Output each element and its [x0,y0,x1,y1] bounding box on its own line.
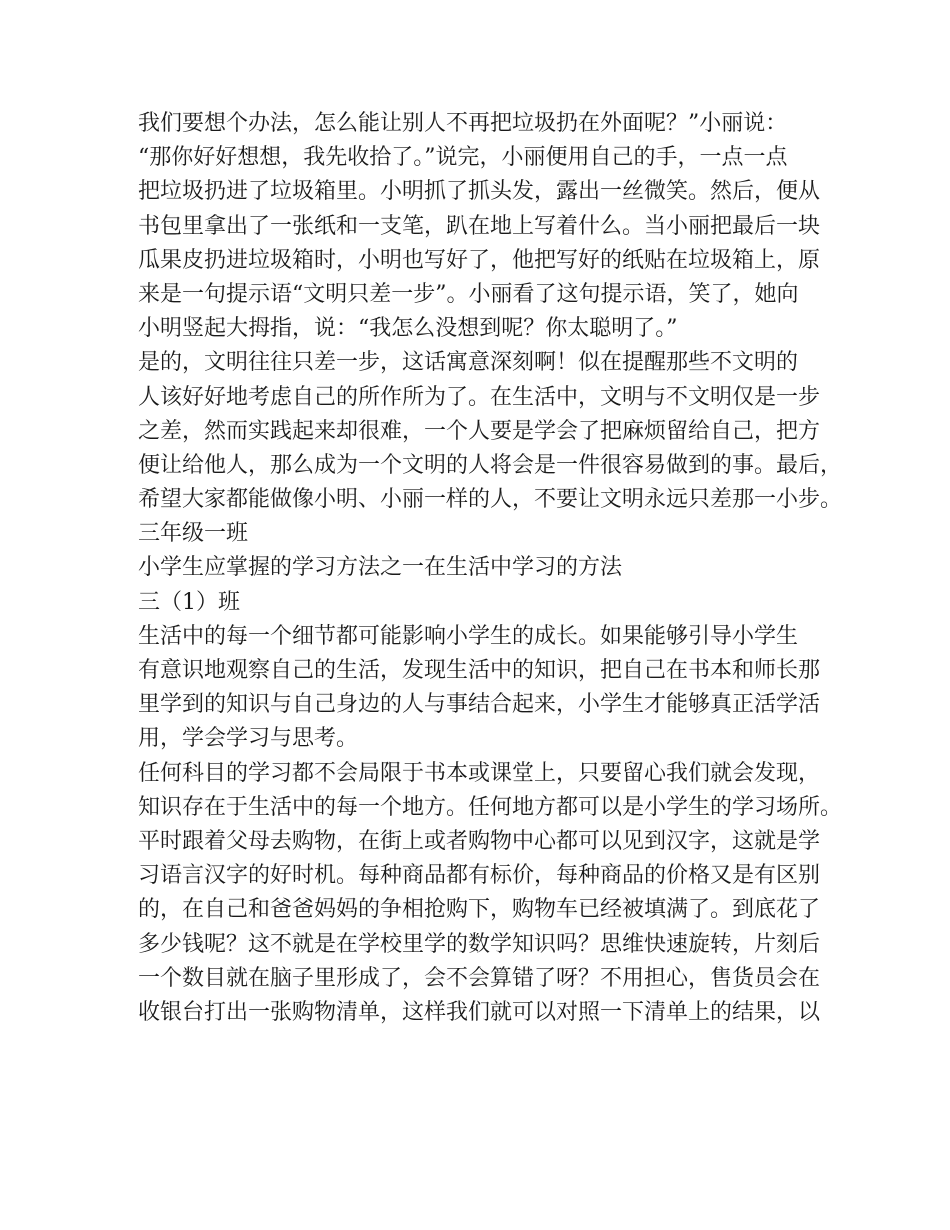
text-line: 是的，文明往往只差一步，这话寓意深刻啊！似在提醒那些不文明的 [138,350,799,376]
text-line: 我们要想个办法，怎么能让别人不再把垃圾扔在外面呢？”小丽说： [138,111,788,136]
text-line: 之差，然而实践起来却很难，一个人要是学会了把麻烦留给自己，把方 [138,418,821,444]
text-line: “那你好好想想，我先收拾了。”说完，小丽便用自己的手，一点一点 [138,145,788,171]
text-line: 小明竖起大拇指，说：“我怎么没想到呢？你太聪明了。” [138,316,678,342]
text-line: 用，学会学习与思考。 [138,726,359,752]
text-line: 生活中的每一个细节都可能影响小学生的成长。如果能够引导小学生 [138,623,799,649]
text-line: 有意识地观察自己的生活，发现生活中的知识，把自己在书本和师长那 [138,658,821,683]
text-line: 人该好好地考虑自己的所作所为了。在生活中，文明与不文明仅是一步 [138,384,821,410]
text-line: 任何科目的学习都不会局限于书本或课堂上，只要留心我们就会发现， [138,760,821,786]
text-line: 里学到的知识与自己身边的人与事结合起来，小学生才能够真正活学活 [138,692,821,718]
text-line: 平时跟着父母去购物，在街上或者购物中心都可以见到汉字，这就是学 [138,828,821,854]
body-text [138,107,843,1030]
text-line: 的，在自己和爸爸妈妈的争相抢购下，购物车已经被填满了。到底花了 [138,897,821,923]
text-line: 多少钱呢？这不就是在学校里学的数学知识吗？思维快速旋转，片刻后 [138,931,821,957]
text-line: 便让给他人，那么成为一个文明的人将会是一件很容易做到的事。最后， [138,452,843,478]
text-line: 知识存在于生活中的每一个地方。任何地方都可以是小学生的学习场所。 [138,794,843,820]
text-line: 收银台打出一张购物清单，这样我们就可以对照一下清单上的结果，以 [138,999,821,1025]
article-title: 小学生应掌握的学习方法之一在生活中学习的方法 [138,555,623,581]
class-signature: 三年级一班 [138,521,249,547]
text-line: 习语言汉字的好时机。每种商品都有标价，每种商品的价格又是有区别 [138,863,821,889]
text-line: 把垃圾扔进了垃圾箱里。小明抓了抓头发，露出一丝微笑。然后，便从 [138,179,821,205]
text-line: 一个数目就在脑子里形成了，会不会算错了呀？不用担心，售货员会在 [138,965,821,991]
text-line: 瓜果皮扔进垃圾箱时，小明也写好了，他把写好的纸贴在垃圾箱上，原 [138,247,821,273]
article-author: 三（1）班 [138,589,240,615]
text-line: 希望大家都能做像小明、小丽一样的人，不要让文明永远只差那一小步。 [138,487,843,513]
text-line: 书包里拿出了一张纸和一支笔，趴在地上写着什么。当小丽把最后一块 [138,213,821,239]
text-line: 来是一句提示语“文明只差一步”。小丽看了这句提示语，笑了，她向 [138,281,799,307]
